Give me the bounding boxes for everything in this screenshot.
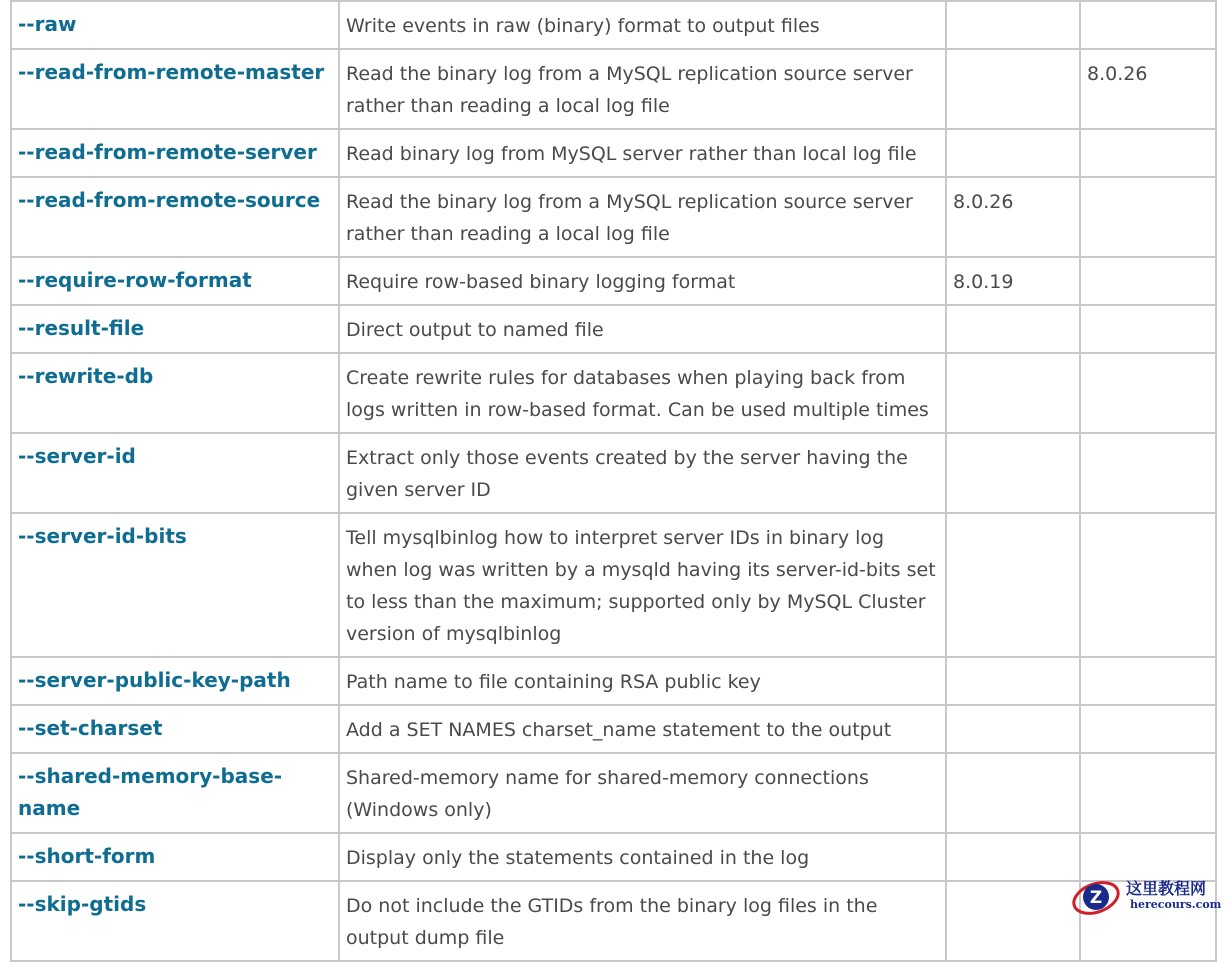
watermark-site-name: 这里教程网 xyxy=(1126,879,1207,898)
introduced-version xyxy=(946,753,1080,833)
table-row xyxy=(11,657,1216,705)
table-row xyxy=(11,833,1216,881)
table-row xyxy=(11,1,1216,49)
option-name[interactable]: --shared-memory-base-name xyxy=(11,753,339,833)
introduced-version xyxy=(946,129,1080,177)
table-row xyxy=(11,705,1216,753)
site-watermark xyxy=(1070,876,1220,918)
option-description: Write events in raw (binary) format to output files xyxy=(339,1,946,49)
option-description: Do not include the GTIDs from the binary log files in the output dump file xyxy=(339,881,946,961)
deprecated-version: 8.0.26 xyxy=(1080,49,1216,129)
deprecated-version xyxy=(1080,177,1216,257)
introduced-version xyxy=(946,353,1080,433)
introduced-version xyxy=(946,705,1080,753)
option-name[interactable]: --require-row-format xyxy=(11,257,339,305)
introduced-version: 8.0.26 xyxy=(946,177,1080,257)
deprecated-version xyxy=(1080,433,1216,513)
introduced-version xyxy=(946,1,1080,49)
option-name[interactable]: --server-id xyxy=(11,433,339,513)
deprecated-version xyxy=(1080,129,1216,177)
option-name[interactable]: --read-from-remote-source xyxy=(11,177,339,257)
option-name[interactable]: --skip-gtids xyxy=(11,881,339,961)
option-description: Tell mysqlbinlog how to interpret server IDs in binary log when log was written by a mysqld having its server-id-bits set to less than the maximum; supported only by MySQL Cluster version of mysqlbinlog xyxy=(339,513,946,657)
introduced-version xyxy=(946,881,1080,961)
option-description: Read the binary log from a MySQL replication source server rather than reading a local log file xyxy=(339,177,946,257)
deprecated-version xyxy=(1080,657,1216,705)
option-name[interactable]: --set-charset xyxy=(11,705,339,753)
option-description: Path name to file containing RSA public key xyxy=(339,657,946,705)
option-name[interactable]: --read-from-remote-master xyxy=(11,49,339,129)
introduced-version xyxy=(946,657,1080,705)
deprecated-version xyxy=(1080,833,1216,881)
site-logo-icon xyxy=(1070,876,1128,918)
table-row xyxy=(11,753,1216,833)
option-description: Read the binary log from a MySQL replication source server rather than reading a local log file xyxy=(339,49,946,129)
introduced-version xyxy=(946,49,1080,129)
introduced-version: 8.0.19 xyxy=(946,257,1080,305)
option-description: Create rewrite rules for databases when playing back from logs written in row-based format. Can be used multiple times xyxy=(339,353,946,433)
option-description: Extract only those events created by the server having the given server ID xyxy=(339,433,946,513)
option-description: Direct output to named file xyxy=(339,305,946,353)
deprecated-version xyxy=(1080,257,1216,305)
deprecated-version xyxy=(1080,705,1216,753)
option-description: Read binary log from MySQL server rather than local log file xyxy=(339,129,946,177)
option-name[interactable]: --raw xyxy=(11,1,339,49)
table-row xyxy=(11,305,1216,353)
option-name[interactable]: --server-public-key-path xyxy=(11,657,339,705)
option-name[interactable]: --server-id-bits xyxy=(11,513,339,657)
option-name[interactable]: --rewrite-db xyxy=(11,353,339,433)
table-row xyxy=(11,49,1216,129)
option-description: Require row-based binary logging format xyxy=(339,257,946,305)
table-row xyxy=(11,177,1216,257)
option-description: Display only the statements contained in the log xyxy=(339,833,946,881)
watermark-site-url: herecours.com xyxy=(1130,898,1222,911)
deprecated-version xyxy=(1080,305,1216,353)
option-name[interactable]: --read-from-remote-server xyxy=(11,129,339,177)
introduced-version xyxy=(946,513,1080,657)
table-row xyxy=(11,257,1216,305)
logo-letter: Z xyxy=(1089,888,1103,908)
option-name[interactable]: --result-file xyxy=(11,305,339,353)
options-table xyxy=(10,0,1217,962)
table-row xyxy=(11,129,1216,177)
option-description: Add a SET NAMES charset_name statement to the output xyxy=(339,705,946,753)
deprecated-version xyxy=(1080,513,1216,657)
table-row xyxy=(11,881,1216,961)
introduced-version xyxy=(946,433,1080,513)
option-name[interactable]: --short-form xyxy=(11,833,339,881)
deprecated-version xyxy=(1080,353,1216,433)
introduced-version xyxy=(946,305,1080,353)
option-description: Shared-memory name for shared-memory connections (Windows only) xyxy=(339,753,946,833)
table-row xyxy=(11,353,1216,433)
table-row xyxy=(11,513,1216,657)
introduced-version xyxy=(946,833,1080,881)
table-row xyxy=(11,433,1216,513)
deprecated-version xyxy=(1080,753,1216,833)
deprecated-version xyxy=(1080,1,1216,49)
